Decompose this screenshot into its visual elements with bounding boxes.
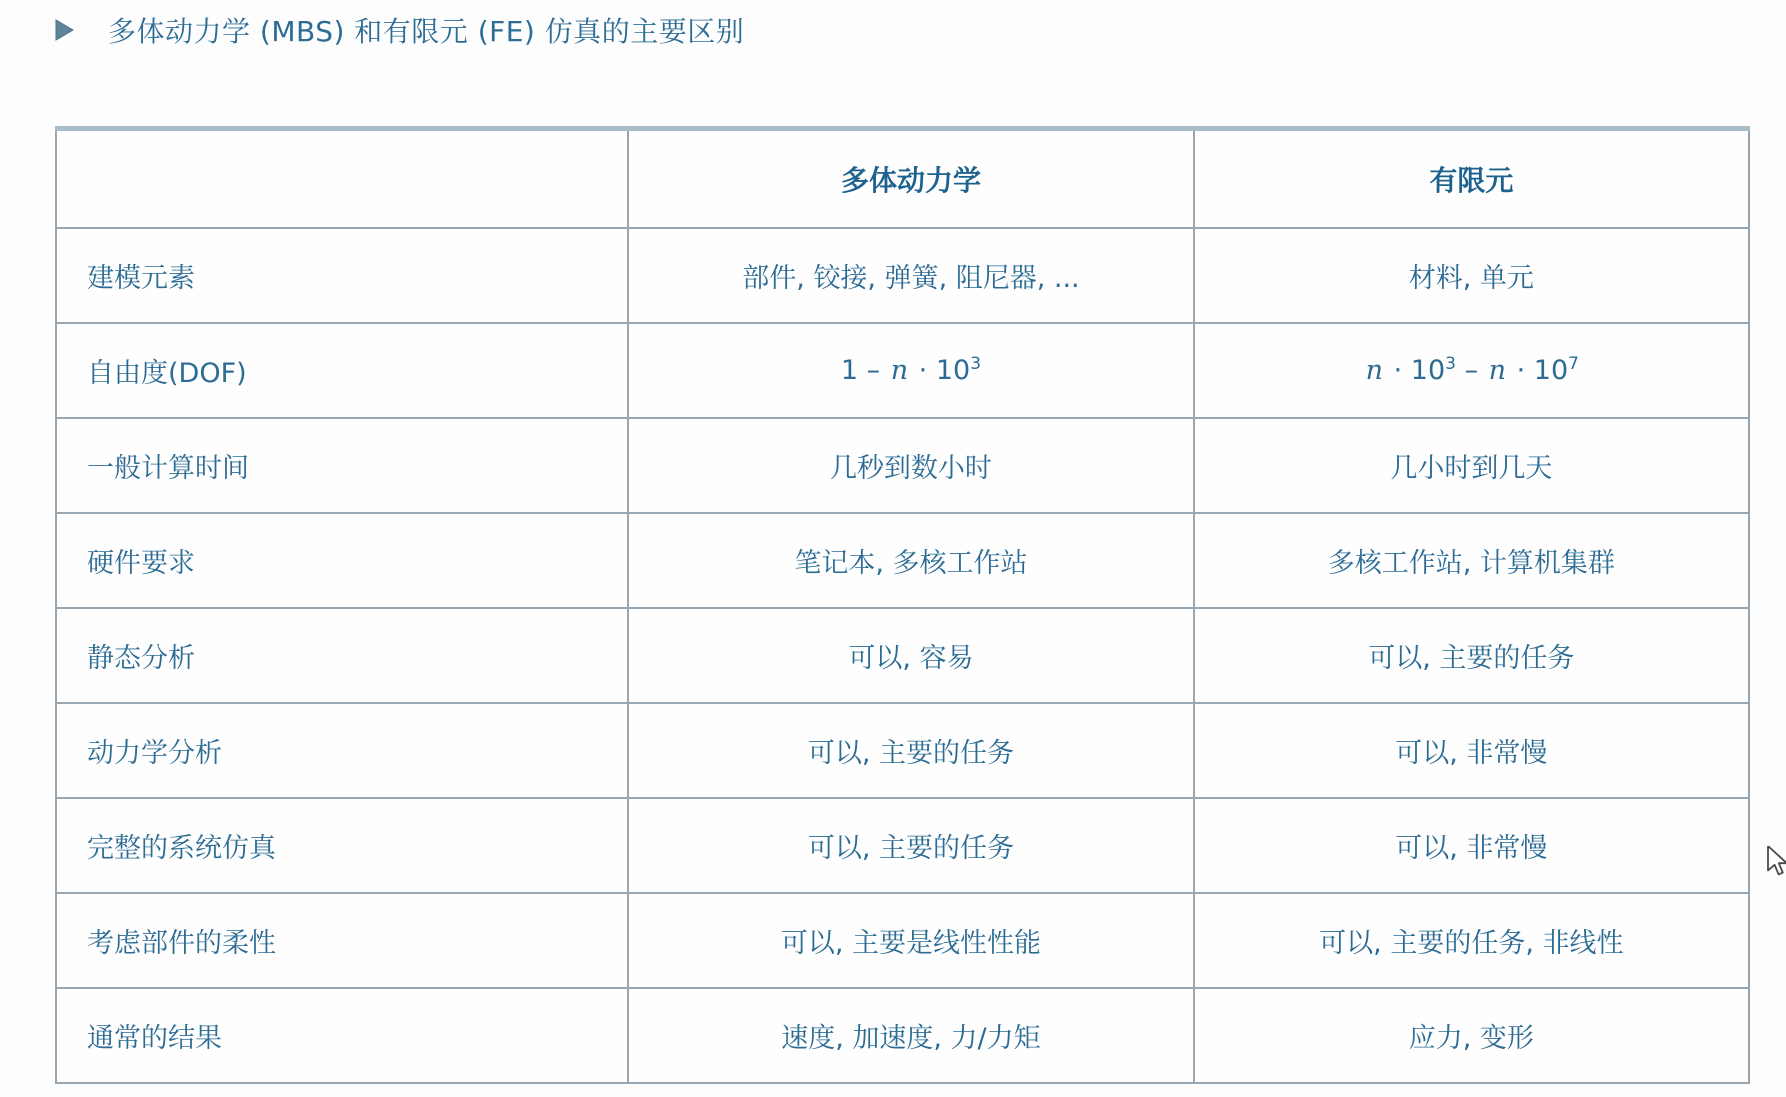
table-row — [56, 798, 1749, 893]
table-row — [56, 323, 1749, 418]
bullet-triangle-icon — [55, 19, 74, 41]
row-label: 自由度(DOF) — [56, 323, 628, 418]
fe-cell: 几小时到几天 — [1194, 418, 1749, 513]
mbs-cell: 速度, 加速度, 力/力矩 — [628, 988, 1193, 1083]
mouse-cursor-icon — [1766, 846, 1786, 880]
fe-cell: 可以, 主要的任务, 非线性 — [1194, 893, 1749, 988]
table-row — [56, 608, 1749, 703]
comparison-table — [55, 126, 1750, 1084]
header-fe: 有限元 — [1194, 129, 1749, 229]
fe-cell: 多核工作站, 计算机集群 — [1194, 513, 1749, 608]
table-row — [56, 513, 1749, 608]
mbs-cell: 笔记本, 多核工作站 — [628, 513, 1193, 608]
table-row — [56, 228, 1749, 323]
row-label: 动力学分析 — [56, 703, 628, 798]
mbs-cell: $1 - n \cdot 10^3$ — [628, 323, 1193, 418]
mbs-cell: 可以, 主要的任务 — [628, 703, 1193, 798]
mbs-cell: 部件, 铰接, 弹簧, 阻尼器, ... — [628, 228, 1193, 323]
table-row — [56, 418, 1749, 513]
fe-cell: $n \cdot 10^3 - n \cdot 10^7$ — [1194, 323, 1749, 418]
header-empty — [56, 129, 628, 229]
row-label: 建模元素 — [56, 228, 628, 323]
slide-title-row — [55, 10, 744, 50]
header-mbs: 多体动力学 — [628, 129, 1193, 229]
table-header-row — [56, 129, 1749, 229]
row-label: 硬件要求 — [56, 513, 628, 608]
row-label: 完整的系统仿真 — [56, 798, 628, 893]
mbs-cell: 可以, 容易 — [628, 608, 1193, 703]
row-label: 一般计算时间 — [56, 418, 628, 513]
table-row — [56, 703, 1749, 798]
fe-cell: 可以, 主要的任务 — [1194, 608, 1749, 703]
table-row — [56, 988, 1749, 1083]
mbs-cell: 几秒到数小时 — [628, 418, 1193, 513]
fe-cell: 可以, 非常慢 — [1194, 798, 1749, 893]
page-title: 多体动力学 (MBS) 和有限元 (FE) 仿真的主要区别 — [108, 15, 745, 48]
row-label: 静态分析 — [56, 608, 628, 703]
fe-cell: 可以, 非常慢 — [1194, 703, 1749, 798]
table-row — [56, 893, 1749, 988]
fe-cell: 材料, 单元 — [1194, 228, 1749, 323]
row-label: 考虑部件的柔性 — [56, 893, 628, 988]
fe-cell: 应力, 变形 — [1194, 988, 1749, 1083]
mbs-cell: 可以, 主要是线性性能 — [628, 893, 1193, 988]
mbs-cell: 可以, 主要的任务 — [628, 798, 1193, 893]
row-label: 通常的结果 — [56, 988, 628, 1083]
